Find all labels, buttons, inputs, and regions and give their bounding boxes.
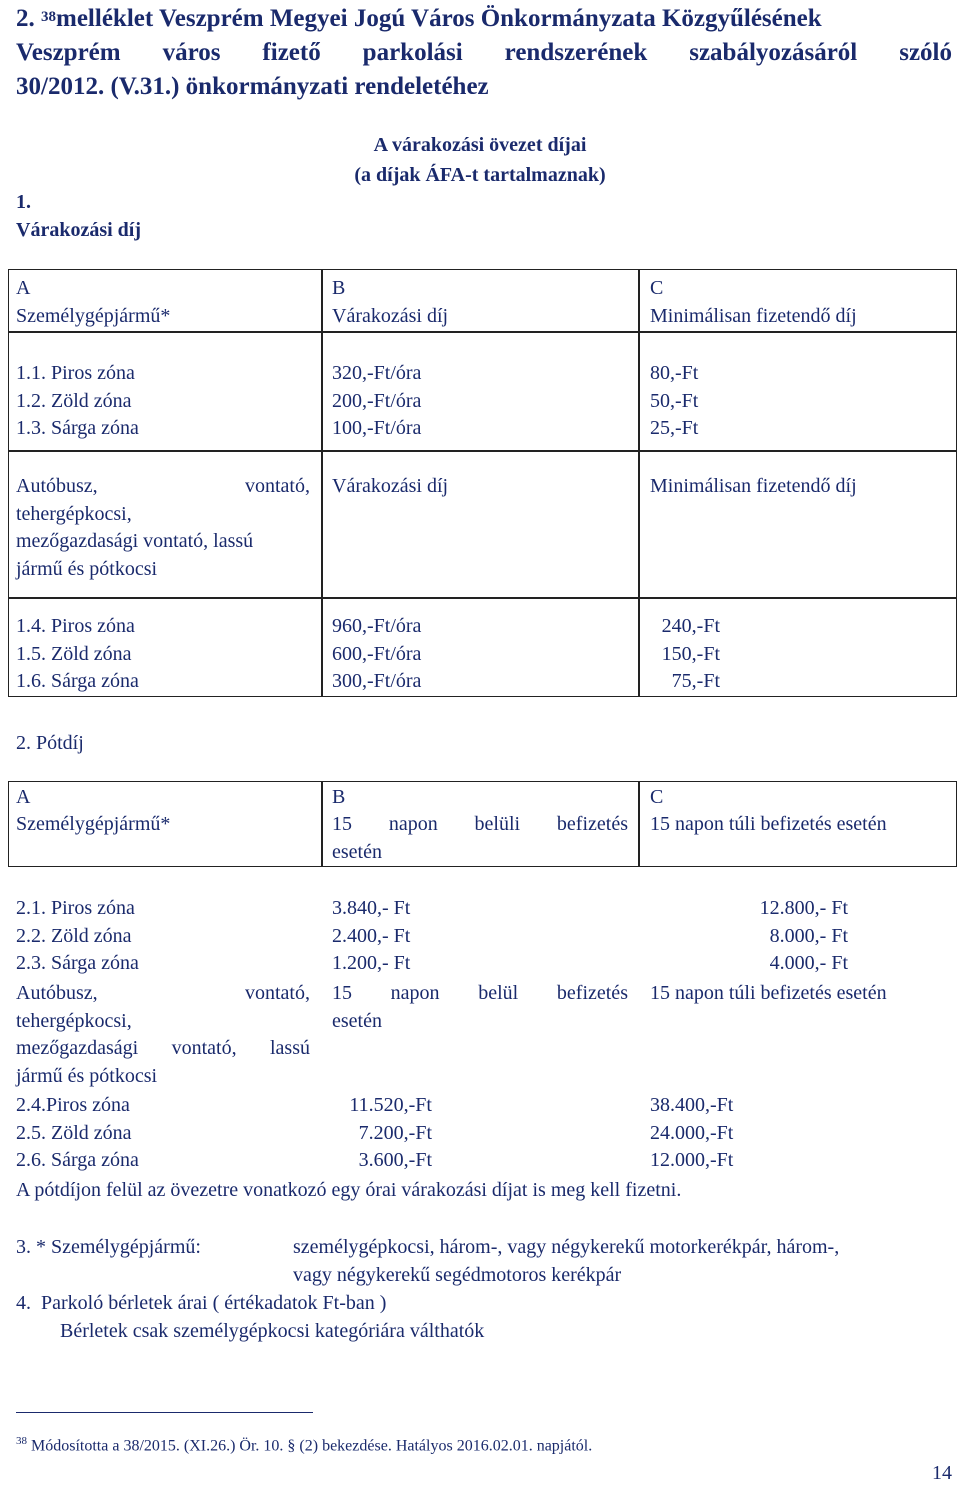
bus-min-fee-label: Minimálisan fizetendő díj	[650, 475, 857, 497]
after15-value: 4.000,- Ft	[769, 952, 848, 974]
surcharge-bus-in15-label: 15 napon belül befizetés esetén	[332, 982, 628, 1032]
after15-column	[650, 895, 848, 978]
section1-title: Várakozási díj	[16, 219, 141, 241]
page-number: 14	[932, 1462, 952, 1484]
surcharge-note: A pótdíjon felül az övezetre vonatkozó egy órai várakozási díjat is meg kell fizetni.	[16, 1179, 682, 1201]
in15-value: 3.840,- Ft	[332, 897, 411, 919]
section4-title: 4. Parkoló bérletek árai ( értékadatok Ft-ban )	[16, 1292, 387, 1314]
section2-title: 2. Pótdíj	[16, 732, 84, 754]
min-fee-value: 80,-Ft	[650, 362, 699, 384]
after15-value: 38.400,-Ft	[650, 1094, 734, 1116]
min-fee-value: 150,-Ft	[661, 642, 720, 665]
table1-col-c-label: Minimálisan fizetendő díj	[650, 305, 857, 327]
min-fee-column	[650, 613, 720, 696]
fee-value: 320,-Ft/óra	[332, 362, 422, 384]
section4-note: Bérletek csak személygépkocsi kategóriára válthatók	[60, 1320, 485, 1342]
title-line-1: 2. $^{38}$melléklet Veszprém Megyei Jogú Város Önkormányzata Közgyűlésének	[16, 5, 822, 32]
in15-column	[332, 1092, 432, 1175]
after15-value: 24.000,-Ft	[650, 1121, 734, 1144]
table1-col-c-letter: C	[650, 277, 664, 299]
in15-value: 7.200,-Ft	[358, 1121, 432, 1144]
after15-value: 12.000,-Ft	[650, 1149, 734, 1171]
fee-value: 200,-Ft/óra	[332, 389, 422, 412]
footnote-ref: 38	[16, 1435, 27, 1447]
table1-col-b-label: Várakozási díj	[332, 305, 449, 327]
zone-label: 1.1. Piros zóna	[16, 362, 135, 384]
after15-value: 12.800,- Ft	[759, 897, 848, 919]
footnote	[16, 1431, 592, 1456]
bus-fee-label: Várakozási díj	[332, 475, 449, 497]
min-fee-value: 25,-Ft	[650, 417, 699, 439]
footnote-text: Módosította a 38/2015. (XI.26.) Ör. 10. § (2) bekezdése. Hatályos 2016.02.01. napjától.	[31, 1437, 593, 1455]
min-fee-value: 75,-Ft	[671, 670, 720, 692]
title-line-3: 30/2012. (V.31.) önkormányzati rendeletéhez	[16, 73, 489, 100]
fee-value: 300,-Ft/óra	[332, 670, 422, 692]
table2-col-c-letter: C	[650, 786, 664, 808]
table2-col-b-label: 15 napon belüli befizetés esetén	[332, 813, 628, 863]
fee-value: 600,-Ft/óra	[332, 642, 422, 665]
zone-label: 1.6. Sárga zóna	[16, 670, 139, 692]
fee-column	[332, 613, 421, 696]
zone-label: 1.5. Zöld zóna	[16, 642, 132, 665]
table-row	[16, 360, 139, 443]
fee-table-hline-3	[8, 597, 957, 599]
after15-column	[650, 1092, 733, 1175]
fee-table-divider-1	[321, 269, 323, 697]
section1-heading-1: A várakozási övezet díjai	[373, 134, 587, 156]
surcharge-bus-after15-label: 15 napon túli befizetés esetén	[650, 982, 887, 1004]
in15-value: 1.200,- Ft	[332, 952, 411, 974]
in15-column	[332, 895, 410, 978]
zone-label: 2.2. Zöld zóna	[16, 924, 132, 947]
table1-col-a-letter: A	[16, 277, 31, 299]
table-row	[16, 613, 139, 696]
zone-label: 1.3. Sárga zóna	[16, 417, 139, 439]
title-line-2: Veszprém város fizető parkolási rendszerének szabályozásáról szóló	[16, 39, 952, 66]
fee-table-hline-1	[8, 331, 957, 333]
min-fee-value: 50,-Ft	[650, 389, 699, 412]
section3-text: személygépkocsi, három-, vagy négykerekű motorkerékpár, három-, vagy négykerekű segédmotoros kerékpár	[293, 1236, 840, 1286]
surcharge-table-divider-2	[638, 781, 640, 867]
table-row	[16, 1092, 139, 1175]
zone-label: 1.2. Zöld zóna	[16, 389, 132, 412]
fee-table-divider-2	[638, 269, 640, 697]
in15-value: 3.600,-Ft	[358, 1149, 432, 1171]
zone-label: 2.6. Sárga zóna	[16, 1149, 139, 1171]
zone-label: 2.5. Zöld zóna	[16, 1121, 132, 1144]
in15-value: 2.400,- Ft	[332, 924, 411, 947]
fee-value: 100,-Ft/óra	[332, 417, 422, 439]
table2-col-c-label: 15 napon túli befizetés esetén	[650, 813, 887, 835]
fee-table-hline-2	[8, 450, 957, 452]
surcharge-bus-category-label: Autóbusz, vontató, tehergépkocsi, mezőgazdasági vontató, lassú jármű és pótkocsi	[16, 982, 310, 1087]
section3-label: 3. * Személygépjármű:	[16, 1236, 201, 1258]
bus-category-label: Autóbusz, vontató, tehergépkocsi, mezőgazdasági vontató, lassú jármű és pótkocsi	[16, 475, 310, 580]
zone-label: 2.1. Piros zóna	[16, 897, 135, 919]
title-footnote-ref: 38	[41, 9, 56, 25]
zone-label: 2.4.Piros zóna	[16, 1094, 130, 1116]
in15-value: 11.520,-Ft	[349, 1094, 432, 1116]
zone-label: 2.3. Sárga zóna	[16, 952, 139, 974]
section1-heading-2: (a díjak ÁFA-t tartalmaznak)	[354, 164, 606, 186]
table1-col-b-letter: B	[332, 277, 346, 299]
table2-col-b-letter: B	[332, 786, 346, 808]
surcharge-table-divider-1	[321, 781, 323, 867]
zone-label: 1.4. Piros zóna	[16, 615, 135, 637]
after15-value: 8.000,- Ft	[769, 924, 848, 947]
table1-col-a-label: Személygépjármű*	[16, 305, 171, 327]
min-fee-value: 240,-Ft	[661, 615, 720, 637]
table2-col-a-letter: A	[16, 786, 31, 808]
fee-column	[332, 360, 421, 443]
footnote-separator	[16, 1412, 313, 1413]
fee-value: 960,-Ft/óra	[332, 615, 422, 637]
table2-col-a-label: Személygépjármű*	[16, 813, 171, 835]
section1-number: 1.	[16, 191, 31, 213]
table-row	[16, 895, 139, 978]
document-title	[16, 2, 952, 104]
min-fee-column	[650, 360, 698, 443]
